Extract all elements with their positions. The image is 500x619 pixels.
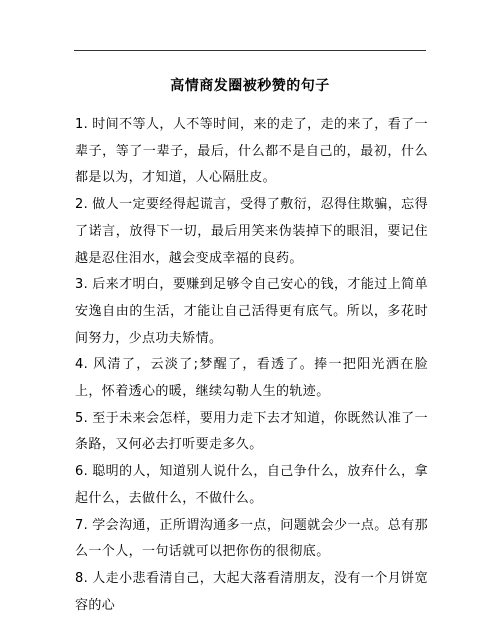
- item-number: 7.: [75, 517, 89, 533]
- list-item: [75, 352, 428, 405]
- document-body: [75, 112, 428, 619]
- item-number: 5.: [75, 410, 89, 426]
- list-item: [75, 459, 428, 512]
- list-item: [75, 513, 428, 566]
- item-text: 后来才明白，要赚到足够令自己安心的钱，才能过上简单安逸自由的生活，才能让自己活得更有底气。所以，多花时间努力，少点功夫矫情。: [75, 277, 428, 346]
- item-text: 聪明的人，知道别人说什么，自己争什么，放弃什么，拿起什么，去做什么，不做什么。: [75, 464, 428, 506]
- item-text: 至于未来会怎样，要用力走下去才知道，你既然认准了一条路，又何必去打听要走多久。: [75, 410, 428, 453]
- item-text: 学会沟通，正所谓沟通多一点，问题就会少一点。总有那么一个人，一句话就可以把你伤的很彻底。: [75, 517, 428, 560]
- item-text: 人走小悲看清自己，大起大落看清朋友，没有一个月饼宽容的心: [75, 570, 428, 613]
- top-divider: [74, 50, 426, 51]
- item-number: 8.: [75, 570, 89, 586]
- item-number: 3.: [75, 277, 89, 293]
- document-title: 高情商发圈被秒赞的句子: [170, 78, 330, 94]
- list-item: [75, 112, 428, 192]
- list-item: [75, 192, 428, 272]
- list-item: [75, 406, 428, 459]
- list-item: [75, 566, 428, 619]
- item-number: 6.: [75, 464, 89, 480]
- item-number: 4.: [75, 357, 89, 373]
- item-number: 1.: [75, 117, 89, 132]
- item-text: 风清了，云淡了;梦醒了，看透了。捧一把阳光洒在脸上，怀着透心的暖，继续勾勒人生的轨迹。: [75, 357, 428, 400]
- item-number: 2.: [75, 197, 89, 213]
- item-text: 做人一定要经得起谎言，受得了敷衍，忍得住欺骗，忘得了诺言，放得下一切，最后用笑来伪装掉下的眼泪，要记住越是忍住泪水，越会变成幸福的良药。: [75, 197, 428, 266]
- list-item: [75, 272, 428, 352]
- item-text: 时间不等人，人不等时间，来的走了，走的来了，看了一辈子，等了一辈子，最后，什么都不是自己的，最初，什么都是以为，才知道，人心隔肚皮。: [75, 117, 428, 186]
